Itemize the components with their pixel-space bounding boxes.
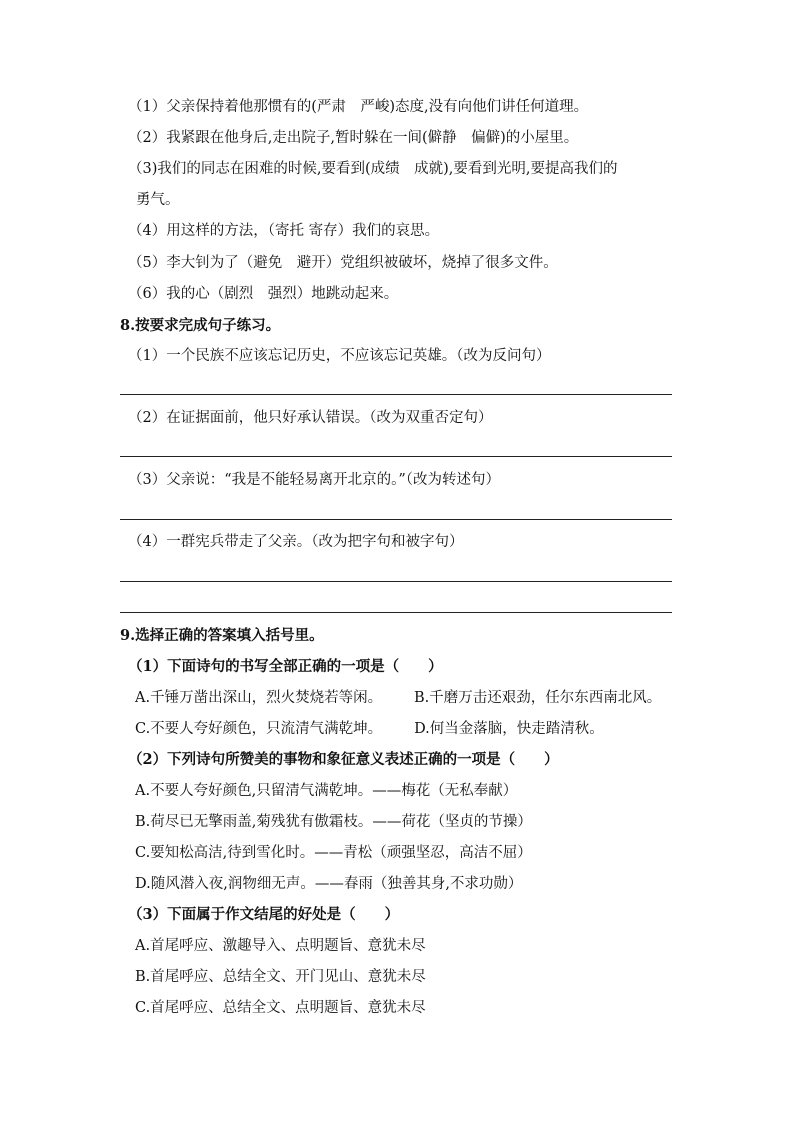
option-9-3-b: B.首尾呼应、总结全文、开门见山、意犹未尽 [135, 969, 426, 985]
option-9-1-a: A.千锤万凿出深山，烈火焚烧若等闲。 [135, 690, 383, 706]
item-7-3-continued: 勇气。 [136, 192, 180, 208]
question-9-1: （1）下面诗句的书写全部正确的一项是（ ） [128, 658, 443, 675]
answer-line-8-2[interactable] [120, 456, 672, 457]
option-9-1-ab [135, 688, 661, 708]
answer-line-8-1[interactable] [120, 394, 672, 395]
answer-line-8-4b[interactable] [120, 612, 672, 613]
option-9-2-c: C.要知松高洁,待到雪化时。——青松（顽强坚忍，高洁不屈） [135, 845, 532, 861]
item-7-2: （2）我紧跟在他身后,走出院子,暂时躲在一间(僻静 偏僻)的小屋里。 [128, 130, 579, 146]
option-9-3-a: A.首尾呼应、激趣导入、点明题旨、意犹未尽 [135, 938, 426, 954]
option-9-1-d: D.何当金落脑，快走踏清秋。 [414, 721, 604, 737]
section-8-title: 8.按要求完成句子练习。 [120, 317, 281, 334]
option-9-1-cd [135, 719, 604, 739]
answer-line-8-4a[interactable] [120, 581, 672, 582]
item-7-4: （4）用这样的方法，（寄托 寄存）我们的哀思。 [128, 223, 440, 239]
option-9-2-b: B.荷尽已无擎雨盖,菊残犹有傲霜枝。——荷花（坚贞的节操） [135, 814, 532, 830]
option-9-2-a: A.不要人夸好颜色,只留清气满乾坤。——梅花（无私奉献） [135, 783, 518, 799]
question-8-1: （1）一个民族不应该忘记历史，不应该忘记英雄。（改为反问句） [128, 348, 551, 364]
answer-line-8-3[interactable] [120, 519, 672, 520]
question-9-3: （3）下面属于作文结尾的好处是（ ） [128, 906, 400, 923]
section-9-title: 9.选择正确的答案填入括号里。 [120, 627, 324, 644]
item-7-1: （1）父亲保持着他那惯有的(严肃 严峻)态度,没有向他们讲任何道理。 [128, 99, 589, 115]
option-9-2-d: D.随风潜入夜,润物细无声。——春雨（独善其身,不求功勋） [135, 876, 523, 892]
item-7-5: （5）李大钊为了（避免 避开）党组织被破坏，烧掉了很多文件。 [128, 255, 558, 271]
item-7-6: （6）我的心（剧烈 强烈）地跳动起来。 [128, 286, 399, 302]
option-9-3-c: C.首尾呼应、总结全文、点明题旨、意犹未尽 [135, 1000, 426, 1016]
option-9-1-c: C.不要人夸好颜色，只流清气满乾坤。 [135, 721, 383, 737]
question-8-4: （4）一群宪兵带走了父亲。（改为把字句和被字句） [128, 534, 464, 550]
question-9-2: （2）下列诗句所赞美的事物和象征意义表述正确的一项是（ ） [128, 751, 559, 768]
question-8-2: （2）在证据面前，他只好承认错误。（改为双重否定句） [128, 410, 493, 426]
item-7-3: （3)我们的同志在困难的时候,要看到(成绩 成就),要看到光明,要提高我们的 [128, 161, 618, 177]
question-8-3: （3）父亲说：“我是不能轻易离开北京的。”（改为转述句） [128, 472, 501, 488]
option-9-1-b: B.千磨万击还艰劲，任尔东西南北风。 [413, 690, 662, 706]
